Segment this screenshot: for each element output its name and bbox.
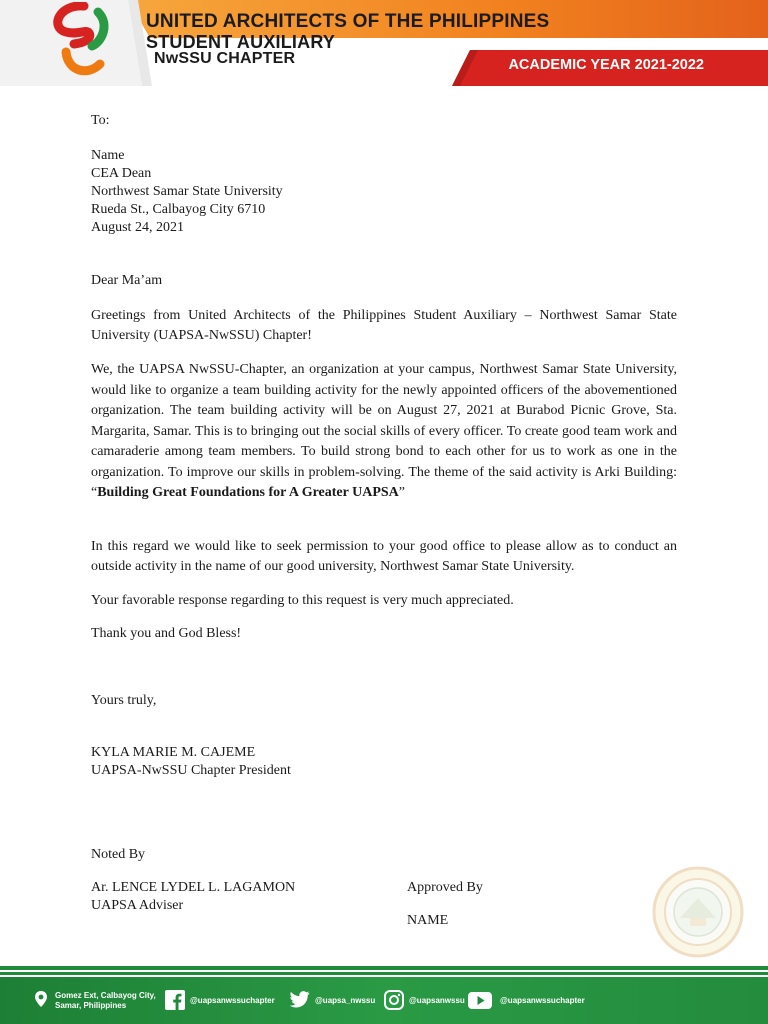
footer-address-line2: Samar, Philippines [55,1001,127,1010]
location-pin-icon [34,990,48,1008]
footer-youtube[interactable]: @uapsanwssuchapter [500,996,585,1005]
salutation: Dear Ma’am [91,273,163,288]
footer-facebook[interactable]: @uapsanwssuchapter [190,996,275,1005]
letterhead-footer [0,966,768,1024]
signer-title: UAPSA-NwSSU Chapter President [91,763,291,778]
appreciation-line: Your favorable response regarding to this request is very much appreciated. [91,593,514,608]
activity-text-end: ” [398,485,405,500]
activity-theme: Building Great Foundations for A Greater UAPSA [97,485,399,500]
footer-stripe [0,972,768,975]
recipient-address: Rueda St., Calbayog City 6710 [91,202,266,217]
uapsa-logo [44,2,116,82]
approved-by-label: Approved By [407,880,483,895]
activity-paragraph [91,360,677,504]
adviser-title: UAPSA Adviser [91,898,184,913]
letterhead-header [0,0,768,86]
academic-year: ACADEMIC YEAR 2021-2022 [508,57,704,73]
adviser-name: Ar. LENCE LYDEL L. LAGAMON [91,880,296,895]
recipient-institution: Northwest Samar State University [91,184,283,199]
twitter-icon[interactable] [290,991,310,1008]
footer-twitter[interactable]: @uapsa_nwssu [315,996,376,1005]
org-name-line2: STUDENT AUXILIARY [146,32,336,52]
to-label: To: [91,113,110,128]
recipient-title: CEA Dean [91,166,152,181]
recipient-name: Name [91,148,125,163]
instagram-icon[interactable] [384,990,404,1010]
noted-by-label: Noted By [91,847,146,862]
letter-date: August 24, 2021 [91,220,184,235]
facebook-icon[interactable] [165,990,185,1010]
footer-stripe [0,966,768,970]
activity-text: We, the UAPSA NwSSU-Chapter, an organization at your campus, Northwest Samar State University, would like to organize a team building activity for the newly appointed officers of the abovementioned organization. The team building activity will be on August 27, 2021 at Burabod Picnic Grove, Sta. Margarita, Samar. This is to bringing out the social skills of every officer. To create good team work and camaraderie among team members. To build strong bond to each other for us to work as one in the organization. To improve our skills in problem-solving. The theme of the said activity is Arki Building: “ [91,362,677,500]
greeting-paragraph: Greetings from United Architects of the Philippines Student Auxiliary – Northwest Samar State University (UAPSA-NwSSU) Chapter! [91,308,677,343]
university-seal [650,866,746,958]
permission-paragraph: In this regard we would like to seek permission to your good office to please allow as to conduct an outside activity in the name of our good university, Northwest Samar State University. [91,539,677,574]
signer-name: KYLA MARIE M. CAJEME [91,745,256,760]
footer-address-line1: Gomez Ext, Calbayog City, [55,991,156,1000]
thanks-line: Thank you and God Bless! [91,626,242,641]
approver-name: NAME [407,913,449,928]
youtube-icon[interactable] [468,992,492,1009]
footer-instagram[interactable]: @uapsanwssu [409,996,465,1005]
closing: Yours truly, [91,693,157,708]
org-chapter: NwSSU CHAPTER [154,50,296,67]
org-name-line1: UNITED ARCHITECTS OF THE PHILIPPINES [146,11,550,32]
